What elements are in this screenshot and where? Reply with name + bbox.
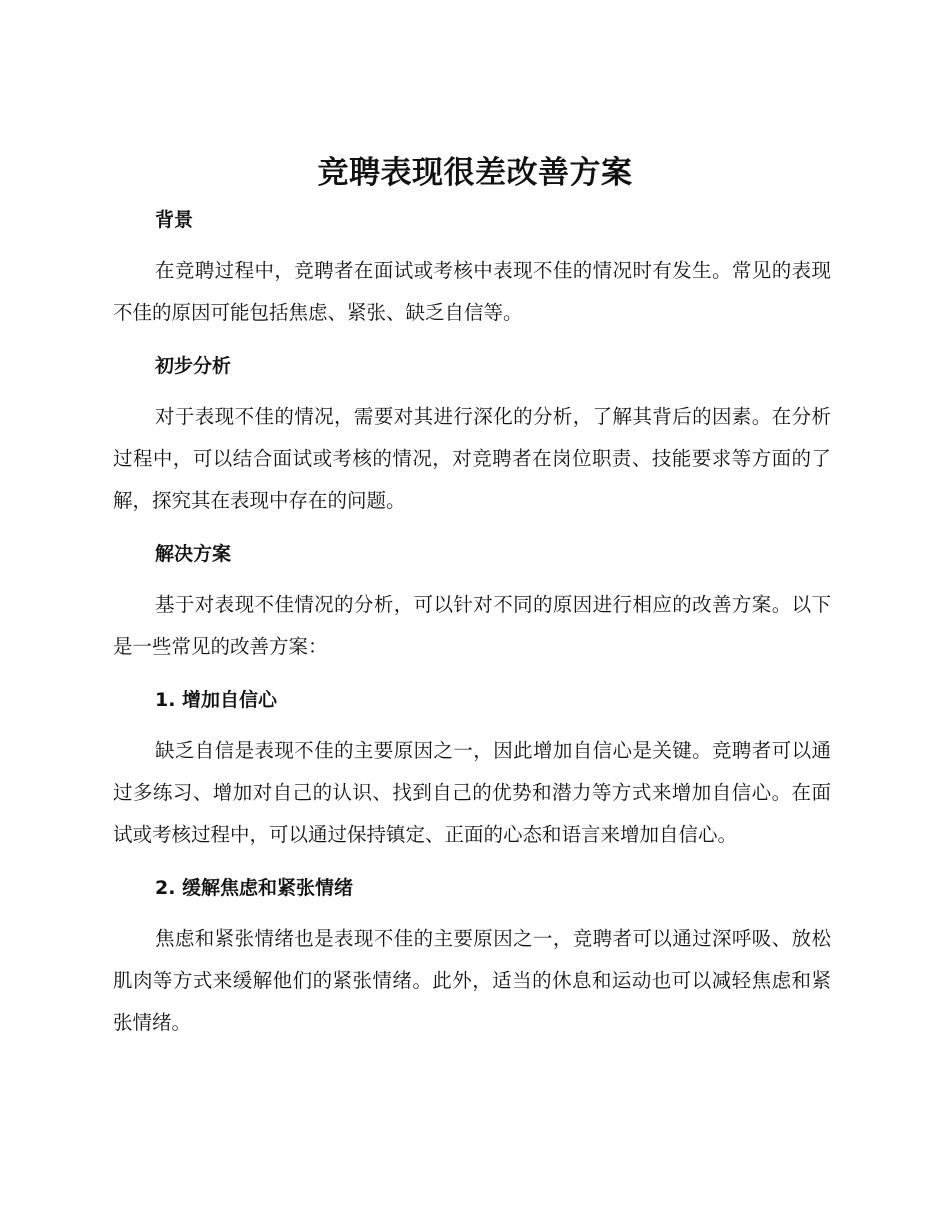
section-heading-solutions: 解决方案 [155, 543, 232, 565]
section-heading-anxiety: 2. 缓解焦虑和紧张情绪 [155, 877, 354, 899]
section-heading-analysis: 初步分析 [155, 355, 232, 377]
section-paragraph-solutions: 基于对表现不佳情况的分析，可以针对不同的原因进行相应的改善方案。以下是一些常见的改善方案： [113, 593, 831, 658]
section-paragraph-background: 在竞聘过程中，竞聘者在面试或考核中表现不佳的情况时有发生。常见的表现不佳的原因可能包括焦虑、紧张、缺乏自信等。 [113, 259, 831, 324]
document-body [113, 200, 831, 1044]
section-paragraph-confidence: 缺乏自信是表现不佳的主要原因之一，因此增加自信心是关键。竞聘者可以通过多练习、增加对自己的认识、找到自己的优势和潜力等方式来增加自信心。在面试或考核过程中，可以通过保持镇定、正面的心态和语言来增加自信心。 [113, 739, 831, 846]
document-title: 竞聘表现很差改善方案 [317, 155, 633, 191]
section-heading-confidence: 1. 增加自信心 [155, 689, 278, 711]
section-heading-background: 背景 [155, 209, 194, 231]
section-paragraph-anxiety: 焦虑和紧张情绪也是表现不佳的主要原因之一，竞聘者可以通过深呼吸、放松肌肉等方式来缓解他们的紧张情绪。此外，适当的休息和运动也可以减轻焦虑和紧张情绪。 [113, 927, 831, 1034]
section-paragraph-analysis: 对于表现不佳的情况，需要对其进行深化的分析，了解其背后的因素。在分析过程中，可以结合面试或考核的情况，对竞聘者在岗位职责、技能要求等方面的了解，探究其在表现中存在的问题。 [113, 405, 831, 512]
